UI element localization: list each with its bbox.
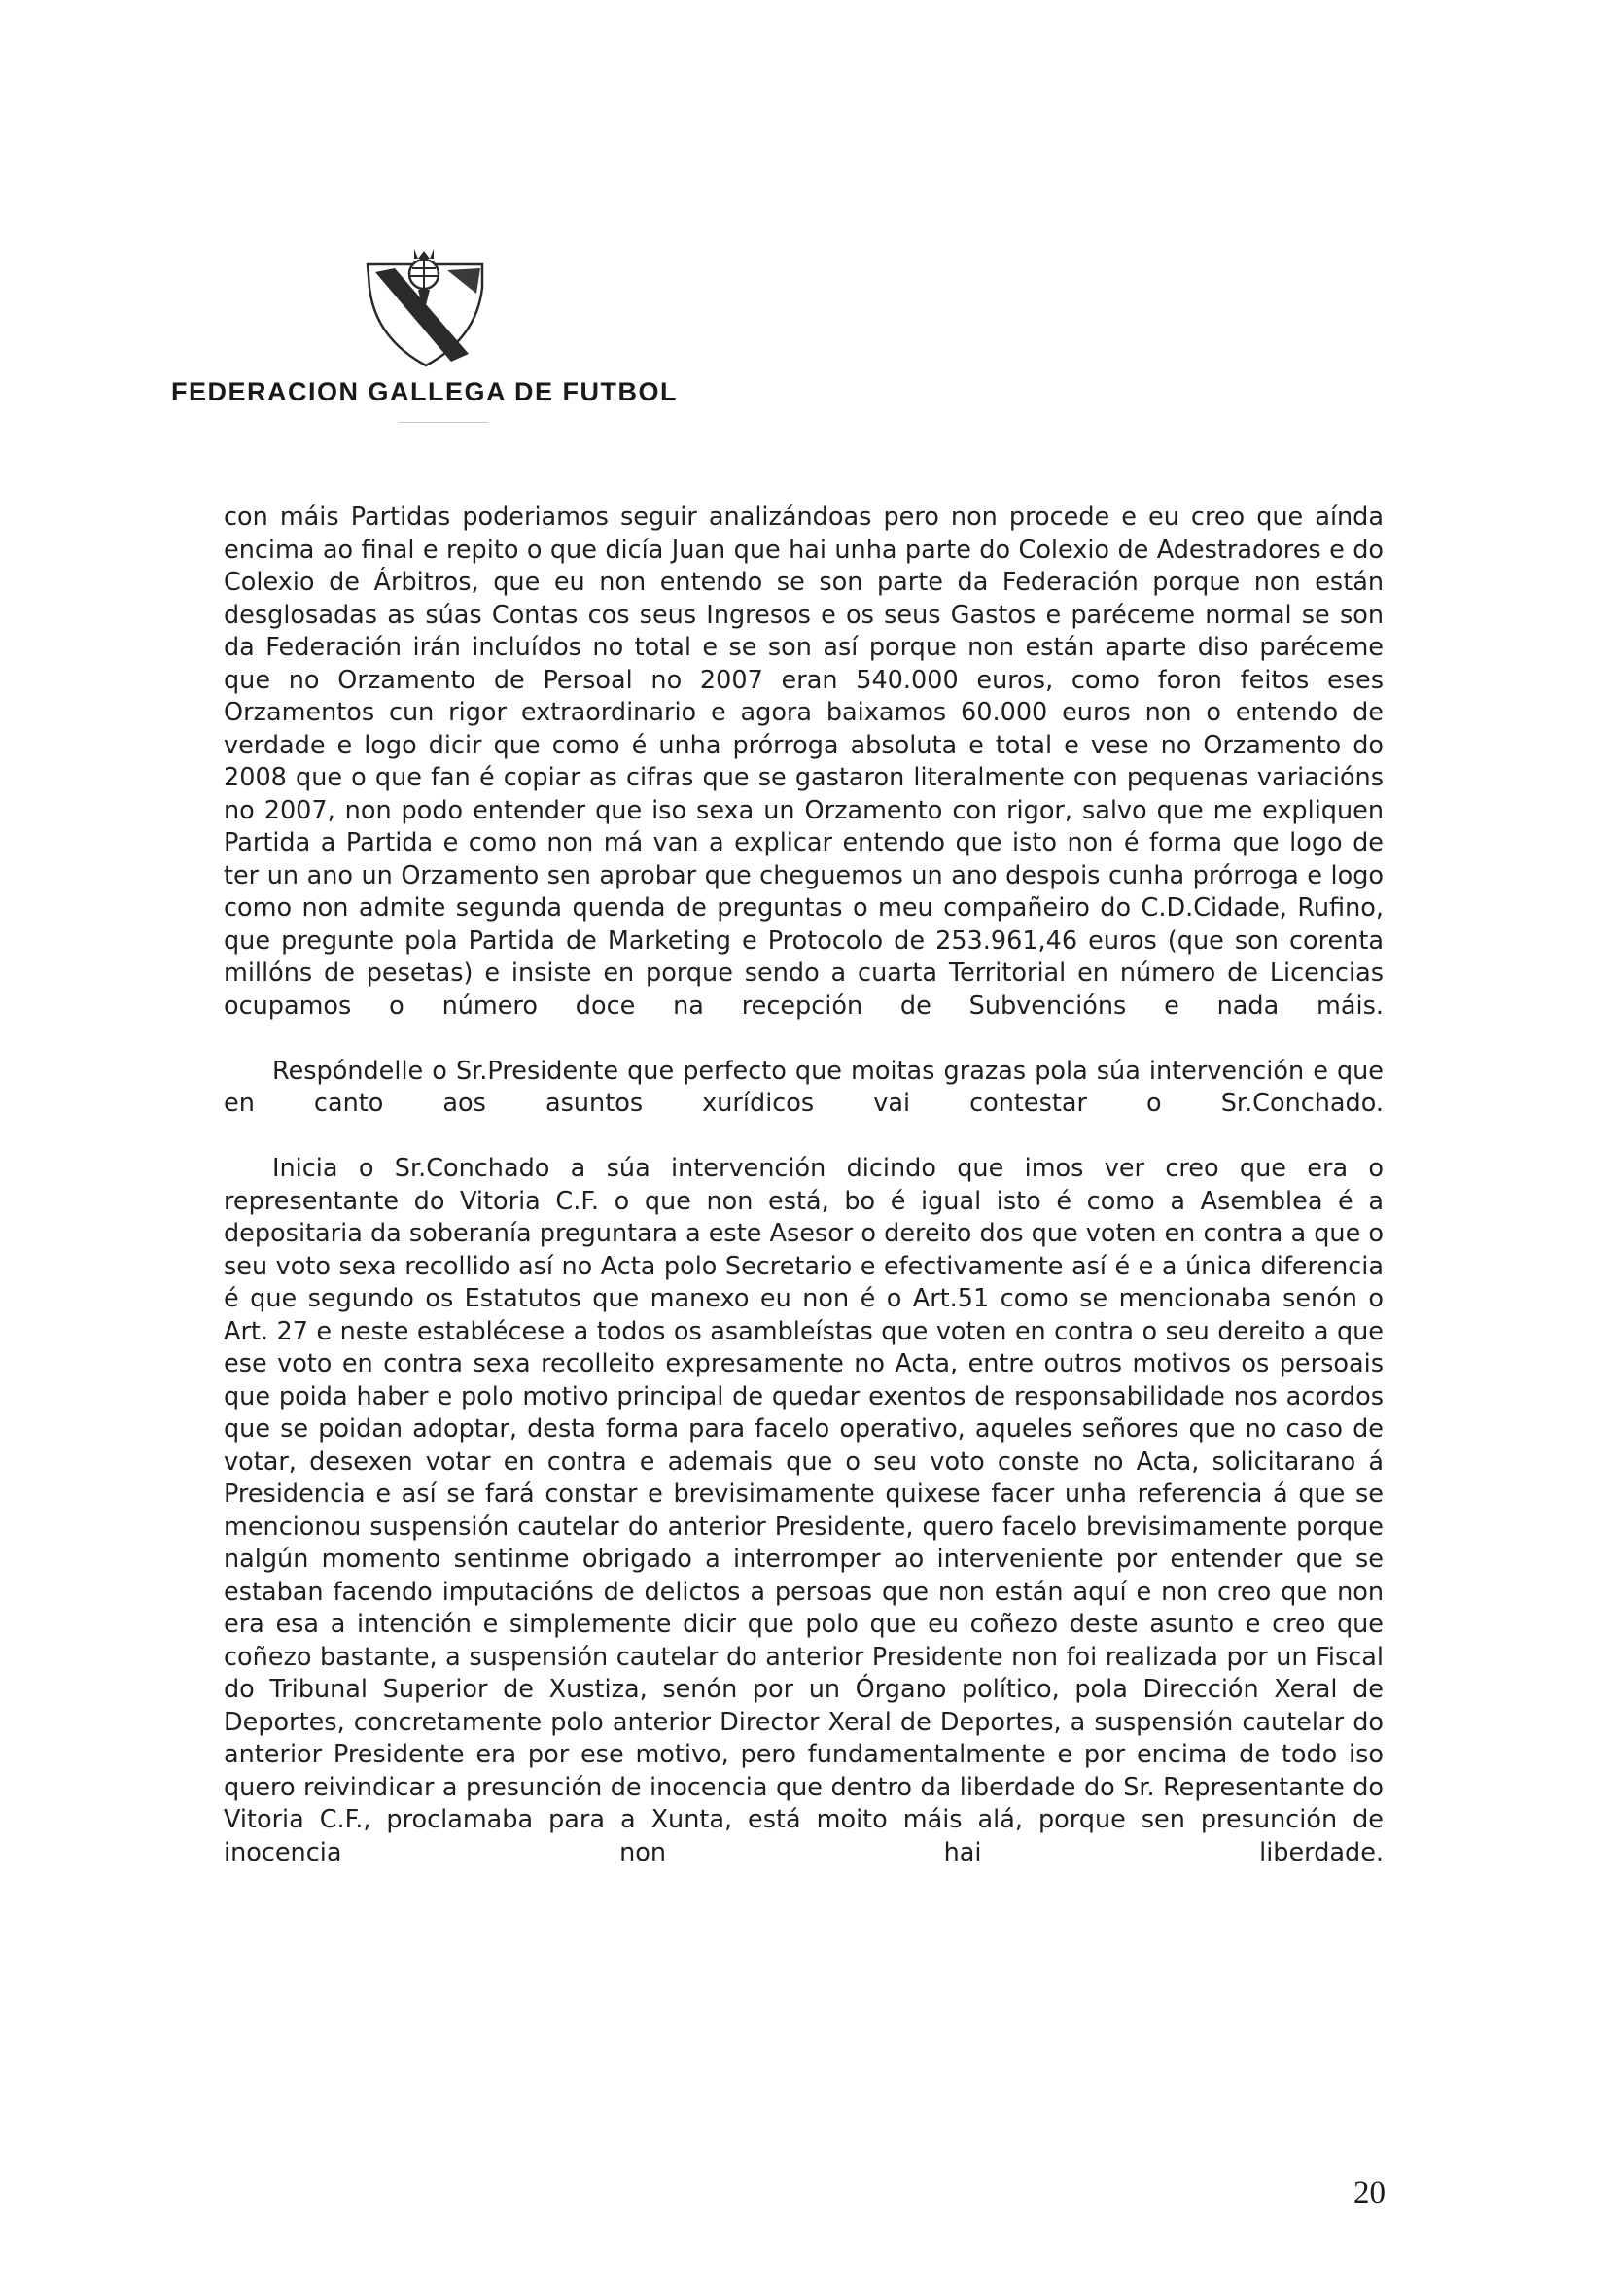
document-body — [224, 502, 1384, 1869]
fgf-shield-logo-icon — [362, 245, 488, 369]
organization-name: FEDERACION GALLEGA DE FUTBOL — [171, 377, 678, 406]
letterhead-divider — [399, 422, 488, 423]
letterhead — [171, 245, 696, 430]
page-number: 20 — [1353, 2175, 1386, 2210]
paragraph-presidente-reply: Respóndelle o Sr.Presidente que perfecto que moitas grazas pola súa intervención e que en canto aos asuntos xurídicos vai contestar o Sr.Conchado. — [224, 1056, 1384, 1118]
paragraph-partidas: con máis Partidas poderiamos seguir analizándoas pero non procede e eu creo que aínda encima ao final e repito o que dicía Juan que hai unha parte do Colexio de Adestradores e do Colexio de Árbitros, que eu non entendo se son parte da Federación porque non están desglosadas as súas Contas cos seus Ingresos e os seus Gastos e paréceme normal se son da Federación irán incluídos no total e se son así porque non están aparte diso paréceme que no Orzamento de Persoal no 2007 eran 540.000 euros, como foron feitos eses Orzamentos cun rigor extraordinario e agora baixamos 60.000 euros non o entendo de verdade e logo dicir que como é unha prórroga absoluta e total e vese no Orzamento do 2008 que o que fan é copiar as cifras que se gastaron literalmente con pequenas variacións no 2007, non podo entender que iso sexa un Orzamento con rigor, salvo que me expliquen Partida a Partida e como non má van a explicar entendo que isto non é forma que logo de ter un ano un Orzamento sen aprobar que cheguemos un ano despois cunha prórroga e logo como non admite segunda quenda de preguntas o meu compañeiro do C.D.Cidade, Rufino, que pregunte pola Partida de Marketing e Protocolo de 253.961,46 euros (que son corenta millóns de pesetas) e insiste en porque sendo a cuarta Territorial en número de Licencias ocupamos o número doce na recepción de Subvencións e nada máis. — [224, 503, 1384, 1021]
paragraph-conchado-intervention: Inicia o Sr.Conchado a súa intervención dicindo que imos ver creo que era o representante do Vitoria C.F. o que non está, bo é igual isto é como a Asemblea é a depositaria da soberanía preguntara a este Asesor o dereito dos que voten en contra a que o seu voto sexa recollido así no Acta polo Secretario e efectivamente así é e a única diferencia é que segundo os Estatutos que manexo eu non é o Art.51 como se mencionaba senón o Art. 27 e neste establécese a todos os asambleístas que voten en contra o seu dereito a que ese voto en contra sexa recolleito expresamente no Acta, entre outros motivos os persoais que poida haber e polo motivo principal de quedar exentos de responsabilidade nos acordos que se poidan adoptar, desta forma para facelo operativo, aqueles señores que no caso de votar, desexen votar en contra e ademais que o seu voto conste no Acta, solicitarano á Presidencia e así se fará constar e brevisimamente quixese facer unha referencia á que se mencionou suspensión cautelar do anterior Presidente, quero facelo brevisimamente porque nalgún momento sentinme obrigado a interromper ao interveniente por entender que se estaban facendo imputacións de delictos a persoas que non están aquí e non creo que non era esa a intención e simplemente dicir que polo que eu coñezo deste asunto e creo que coñezo bastante, a suspensión cautelar do anterior Presidente non foi realizada por un Fiscal do Tribunal Superior de Xustiza, senón por un Órgano político, pola Dirección Xeral de Deportes, concretamente polo anterior Director Xeral de Deportes, a suspensión cautelar do anterior Presidente era por ese motivo, pero fundamentalmente e por encima de todo iso quero reivindicar a presunción de inocencia que dentro da liberdade do Sr. Representante do Vitoria C.F., proclamaba para a Xunta, está moito máis alá, porque sen presunción de inocencia non hai liberdade. — [224, 1154, 1384, 1867]
